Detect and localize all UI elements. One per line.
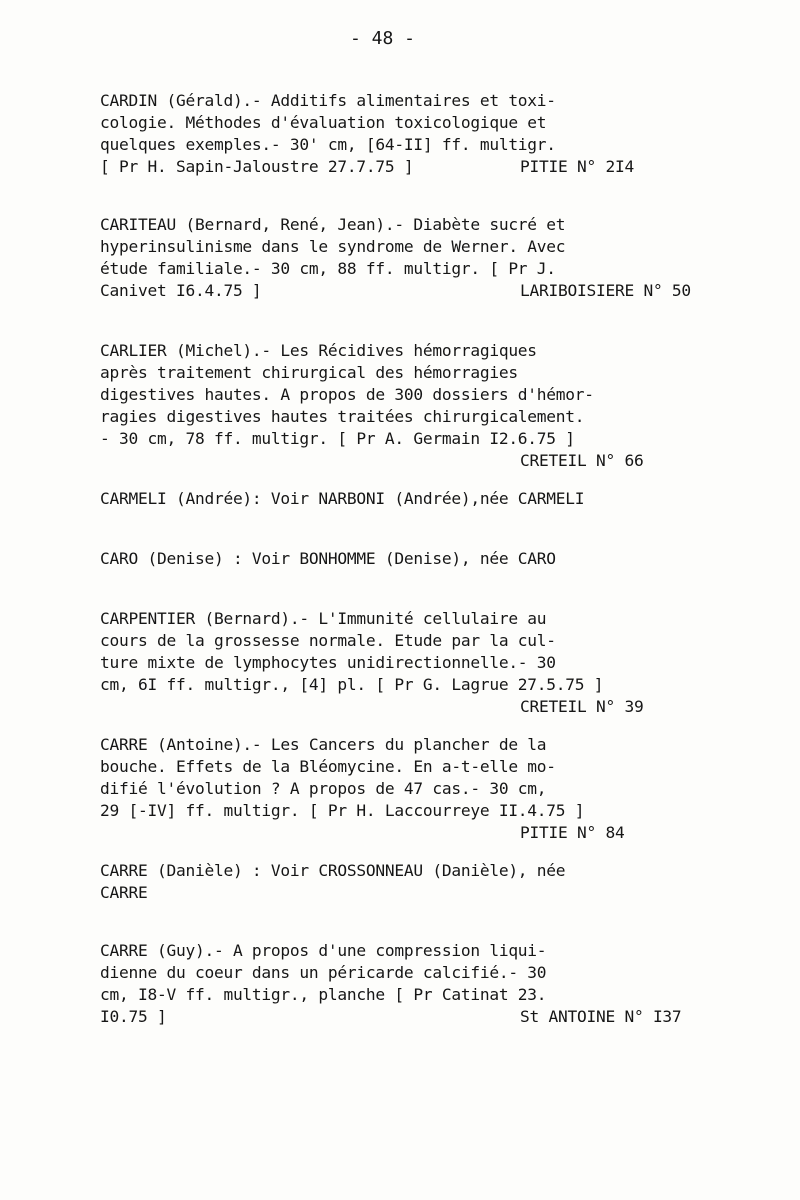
entry-line: I0.75 ]	[100, 1007, 167, 1026]
entry-location: CRETEIL N° 66	[520, 451, 644, 470]
entry-line: CARRE (Danièle) : Voir CROSSONNEAU (Danièle), née	[100, 861, 566, 880]
entry-line: hyperinsulinisme dans le syndrome de Werner. Avec	[100, 237, 566, 256]
page-number: - 48 -	[350, 28, 416, 49]
entry-line: cm, I8-V ff. multigr., planche [ Pr Catinat 23.	[100, 985, 547, 1004]
entry-location: PITIE N° 2I4	[520, 157, 634, 176]
entry-location: CRETEIL N° 39	[520, 697, 644, 716]
entry-line: ture mixte de lymphocytes unidirectionnelle.- 30	[100, 653, 556, 672]
entry-line: dienne du coeur dans un péricarde calcifié.- 30	[100, 963, 547, 982]
entry-line: ragies digestives hautes traitées chirurgicalement.	[100, 407, 585, 426]
entry-line: cm, 6I ff. multigr., [4] pl. [ Pr G. Lagrue 27.5.75 ]	[100, 675, 604, 694]
entry-line: CARRE (Guy).- A propos d'une compression liqui-	[100, 941, 547, 960]
entry-line: - 30 cm, 78 ff. multigr. [ Pr A. Germain I2.6.75 ]	[100, 429, 575, 448]
entry-line: cours de la grossesse normale. Etude par la cul-	[100, 631, 556, 650]
entry-line: CARRE (Antoine).- Les Cancers du plancher de la	[100, 735, 547, 754]
entry-location: PITIE N° 84	[520, 823, 625, 842]
entry-line: après traitement chirurgical des hémorragies	[100, 363, 518, 382]
entry-line: difié l'évolution ? A propos de 47 cas.- 30 cm,	[100, 779, 547, 798]
entry-line: CARPENTIER (Bernard).- L'Immunité cellulaire au	[100, 609, 547, 628]
entry-line: CARO (Denise) : Voir BONHOMME (Denise), née CARO	[100, 549, 556, 568]
entry-line: CARRE	[100, 883, 148, 902]
entry-line: [ Pr H. Sapin-Jaloustre 27.7.75 ]	[100, 157, 414, 176]
entry-line: Canivet I6.4.75 ]	[100, 281, 262, 300]
entry-line: CARLIER (Michel).- Les Récidives hémorragiques	[100, 341, 537, 360]
entry-line: 29 [-IV] ff. multigr. [ Pr H. Laccourreye II.4.75 ]	[100, 801, 585, 820]
entry-line: CARDIN (Gérald).- Additifs alimentaires et toxi-	[100, 91, 556, 110]
entry-line: cologie. Méthodes d'évaluation toxicologique et	[100, 113, 547, 132]
entry-location: St ANTOINE N° I37	[520, 1007, 682, 1026]
entry-line: bouche. Effets de la Bléomycine. En a-t-elle mo-	[100, 757, 556, 776]
entry-line: digestives hautes. A propos de 300 dossiers d'hémor-	[100, 385, 594, 404]
entry-line: quelques exemples.- 30' cm, [64-II] ff. multigr.	[100, 135, 556, 154]
entry-line: CARMELI (Andrée): Voir NARBONI (Andrée),née CARMELI	[100, 489, 585, 508]
entry-location: LARIBOISIERE N° 50	[520, 281, 691, 300]
entry-line: CARITEAU (Bernard, René, Jean).- Diabète sucré et	[100, 215, 566, 234]
entry-line: étude familiale.- 30 cm, 88 ff. multigr. [ Pr J.	[100, 259, 556, 278]
